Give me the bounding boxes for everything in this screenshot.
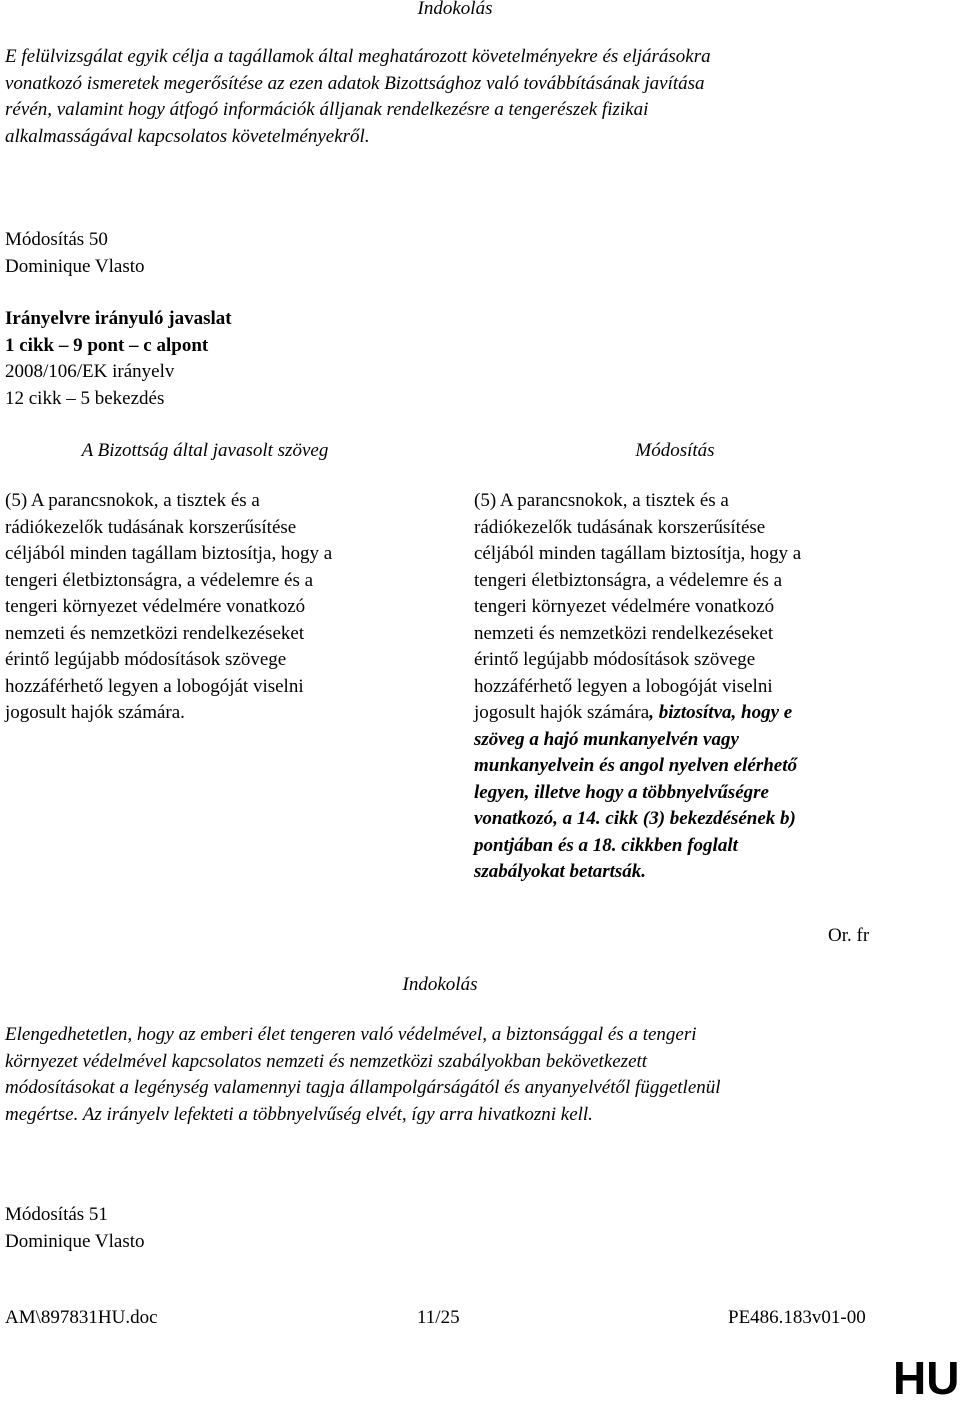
inserted-text-line: pontjában és a 18. cikkben foglalt xyxy=(474,834,738,856)
text-segment: jogosult hajók számára xyxy=(474,702,650,723)
text-line: környezet védelmével kapcsolatos nemzeti és nemzetközi szabályokban bekövetkezett xyxy=(5,1050,648,1072)
text-line: tengeri környezet védelmére vonatkozó xyxy=(474,596,775,617)
commission-text-header: A Bizottság által javasolt szöveg xyxy=(81,440,329,461)
text-line: érintő legújabb módosítások szövege xyxy=(5,649,287,670)
directive-reference: 12 cikk – 5 bekezdés xyxy=(5,387,165,409)
inserted-text-line: legyen, illetve hogy a többnyelvűségre xyxy=(474,781,769,803)
amendment-51-header xyxy=(5,1202,145,1255)
inserted-text-line: vonatkozó, a 14. cikk (3) bekezdésének b) xyxy=(474,808,796,829)
text-line: (5) A parancsnokok, a tisztek és a xyxy=(474,490,729,511)
top-justification-text xyxy=(5,44,711,150)
text-line: érintő legújabb módosítások szövege xyxy=(474,649,756,670)
footer-pe-ref: PE486.183v01-00 xyxy=(728,1307,866,1328)
commission-text xyxy=(5,488,425,727)
inserted-text: , biztosítva, hogy e xyxy=(649,702,793,723)
text-line: jogosult hajók számára. xyxy=(5,702,185,723)
amendment-author: Dominique Vlasto xyxy=(5,255,145,277)
text-line: tengeri életbiztonságra, a védelemre és a xyxy=(474,569,783,591)
directive: 2008/106/EK irányelv xyxy=(5,361,175,382)
top-justification-heading: Indokolás xyxy=(417,0,493,19)
text-line: rádiókezelők tudásának korszerűsítése xyxy=(5,516,297,538)
text-line: hozzáférhető legyen a lobogóját viselni xyxy=(474,675,773,697)
amendment-text-header: Módosítás xyxy=(635,440,715,461)
footer-page-number: 11/25 xyxy=(417,1307,460,1328)
text-line: nemzeti és nemzetközi rendelkezéseket xyxy=(5,622,305,644)
text-line: céljából minden tagállam biztosítja, hogy a xyxy=(474,543,802,564)
inserted-text-line: munkanyelvein és angol nyelven elérhető xyxy=(474,755,797,776)
text-line xyxy=(474,700,894,727)
inserted-text-line: szöveg a hajó munkanyelvén vagy xyxy=(474,728,739,750)
amendment-number: Módosítás 50 xyxy=(5,229,108,250)
proposal-type: Irányelvre irányuló javaslat xyxy=(5,308,232,329)
amendment-50-header xyxy=(5,227,145,280)
amendment-text xyxy=(474,488,894,886)
text-line: alkalmasságával kapcsolatos követelményekről. xyxy=(5,125,370,147)
text-line: révén, valamint hogy átfogó információk álljanak rendelkezésre a tengerészek fizikai xyxy=(5,99,649,120)
justification-heading: Indokolás xyxy=(402,974,478,995)
text-line: (5) A parancsnokok, a tisztek és a xyxy=(5,490,260,511)
text-line: vonatkozó ismeretek megerősítése az ezen adatok Bizottsághoz való továbbításának javítása xyxy=(5,72,705,94)
original-language: Or. fr xyxy=(828,925,870,946)
text-line: nemzeti és nemzetközi rendelkezéseket xyxy=(474,622,774,644)
text-line: módosításokat a legénység valamennyi tagja állampolgárságától és anyanyelvétől függetlenül xyxy=(5,1077,721,1098)
text-line: Elengedhetetlen, hogy az emberi élet tengeren való védelmével, a biztonsággal és a tengeri xyxy=(5,1024,697,1045)
amendment-50-reference xyxy=(5,306,232,412)
text-line: céljából minden tagállam biztosítja, hogy a xyxy=(5,543,333,564)
text-line: megértse. Az irányelv lefekteti a többnyelvűség elvét, így arra hivatkozni kell. xyxy=(5,1103,593,1125)
article-reference: 1 cikk – 9 pont – c alpont xyxy=(5,334,209,356)
amendment-author: Dominique Vlasto xyxy=(5,1230,145,1252)
text-line: rádiókezelők tudásának korszerűsítése xyxy=(474,516,766,538)
justification-text xyxy=(5,1022,721,1128)
text-line: hozzáférhető legyen a lobogóját viselni xyxy=(5,675,304,697)
text-line: tengeri környezet védelmére vonatkozó xyxy=(5,596,306,617)
inserted-text-line: szabályokat betartsák. xyxy=(474,861,647,882)
amendment-number: Módosítás 51 xyxy=(5,1204,108,1225)
footer-doc-ref: AM\897831HU.doc xyxy=(5,1307,158,1328)
footer-language-code: HU xyxy=(893,1352,960,1404)
text-line: E felülvizsgálat egyik célja a tagállamok által meghatározott követelményekre és eljárásokra xyxy=(5,46,711,67)
text-line: tengeri életbiztonságra, a védelemre és a xyxy=(5,569,314,591)
